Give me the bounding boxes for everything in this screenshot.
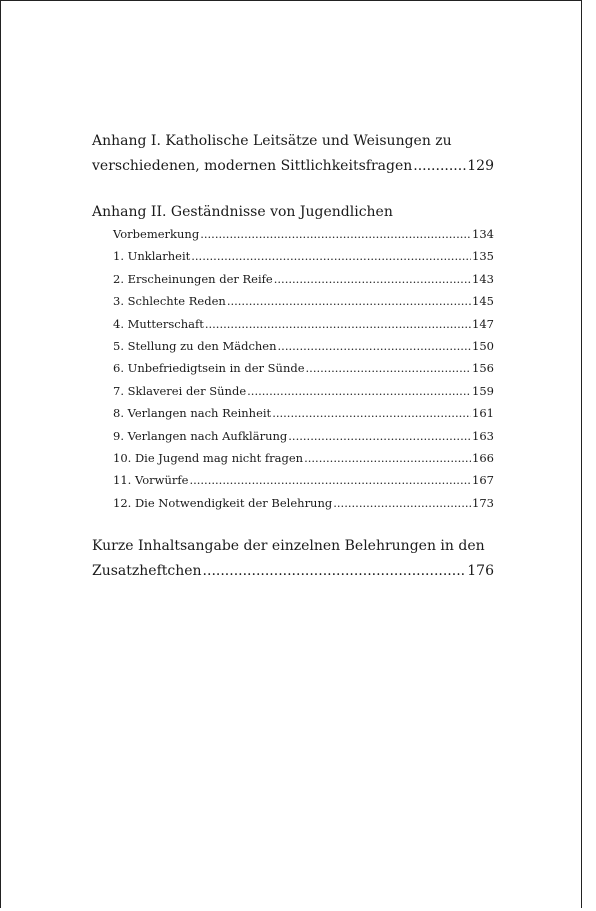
toc-item-label: 6. Unbefriedigtsein in der Sünde xyxy=(113,361,305,376)
list-item xyxy=(113,469,494,491)
toc-entry-appendix-1-text: verschiedenen, modernen Sittlichkeitsfragen xyxy=(92,158,413,174)
toc-item-page: 134 xyxy=(472,227,494,241)
toc-sub-list xyxy=(113,223,494,514)
list-item xyxy=(113,313,494,335)
list-item xyxy=(113,380,494,402)
toc-item-label: 10. Die Jugend mag nicht fragen xyxy=(113,451,304,466)
dot-leader xyxy=(247,380,471,402)
list-item xyxy=(113,223,494,245)
toc-item-page: 161 xyxy=(472,406,494,421)
dot-leader xyxy=(227,290,471,312)
dot-leader xyxy=(288,425,471,447)
table-of-contents xyxy=(92,129,494,584)
toc-entry-appendix-1-line-1: Anhang I. Katholische Leitsätze und Weisungen zu xyxy=(92,133,452,149)
toc-item-label: 3. Schlechte Reden xyxy=(113,294,226,309)
list-item xyxy=(113,357,494,379)
dot-leader xyxy=(200,223,471,245)
toc-item-label: 8. Verlangen nach Reinheit xyxy=(113,406,272,421)
toc-item-label: 2. Erscheinungen der Reife xyxy=(113,271,273,286)
dot-leader xyxy=(191,245,471,267)
dot-leader xyxy=(333,492,471,514)
list-item xyxy=(113,402,494,424)
dot-leader xyxy=(274,268,471,290)
toc-item-page: 159 xyxy=(472,383,494,398)
toc-item-label: 7. Sklaverei der Sünde xyxy=(113,383,247,398)
list-item xyxy=(113,290,494,312)
dot-leader xyxy=(272,402,471,424)
toc-item-page: 163 xyxy=(472,428,494,443)
toc-group-title: Anhang II. Geständnisse von Jugendlichen xyxy=(92,204,393,220)
toc-item-page: 143 xyxy=(472,271,494,286)
dot-leader xyxy=(278,335,472,357)
toc-entry-appendix-1-page: 129 xyxy=(467,158,494,174)
dot-leader xyxy=(306,357,472,379)
toc-item-label: 4. Mutterschaft xyxy=(113,316,204,331)
toc-item-page: 167 xyxy=(472,473,494,488)
toc-entry-appendix-1-line-2 xyxy=(92,154,494,179)
toc-group-appendix-2 xyxy=(92,201,494,514)
toc-entry-summary-text: Zusatzheftchen xyxy=(92,563,202,580)
dot-leader xyxy=(413,154,466,179)
dot-leader xyxy=(304,447,471,469)
toc-entry-summary-line-1: Kurze Inhaltsangabe der einzelnen Belehrungen in den xyxy=(92,538,485,555)
list-item xyxy=(113,245,494,267)
toc-item-page: 166 xyxy=(472,451,494,466)
toc-entry-summary-page: 176 xyxy=(467,563,494,580)
list-item xyxy=(113,425,494,447)
dot-leader xyxy=(189,469,471,491)
list-item xyxy=(113,268,494,290)
dot-leader xyxy=(203,559,467,584)
list-item xyxy=(113,335,494,357)
toc-item-page: 173 xyxy=(472,495,494,510)
list-item xyxy=(113,447,494,469)
toc-item-page: 150 xyxy=(472,339,494,354)
toc-item-label: 12. Die Notwendigkeit der Belehrung xyxy=(113,495,333,510)
toc-item-label: 5. Stellung zu den Mädchen xyxy=(113,339,277,354)
toc-item-label: 1. Unklarheit xyxy=(113,249,191,264)
toc-entry-appendix-1 xyxy=(92,129,494,179)
toc-item-page: 156 xyxy=(472,361,494,376)
toc-item-page: 135 xyxy=(472,249,494,264)
dot-leader xyxy=(205,313,471,335)
toc-item-label: Vorbemerkung xyxy=(113,227,200,241)
toc-entry-summary xyxy=(92,534,494,584)
toc-item-label: 9. Verlangen nach Aufklärung xyxy=(113,428,288,443)
list-item xyxy=(113,492,494,514)
toc-entry-summary-line-2 xyxy=(92,559,494,584)
toc-item-page: 145 xyxy=(472,294,494,309)
toc-item-page: 147 xyxy=(472,316,494,331)
toc-item-label: 11. Vorwürfe xyxy=(113,473,189,488)
